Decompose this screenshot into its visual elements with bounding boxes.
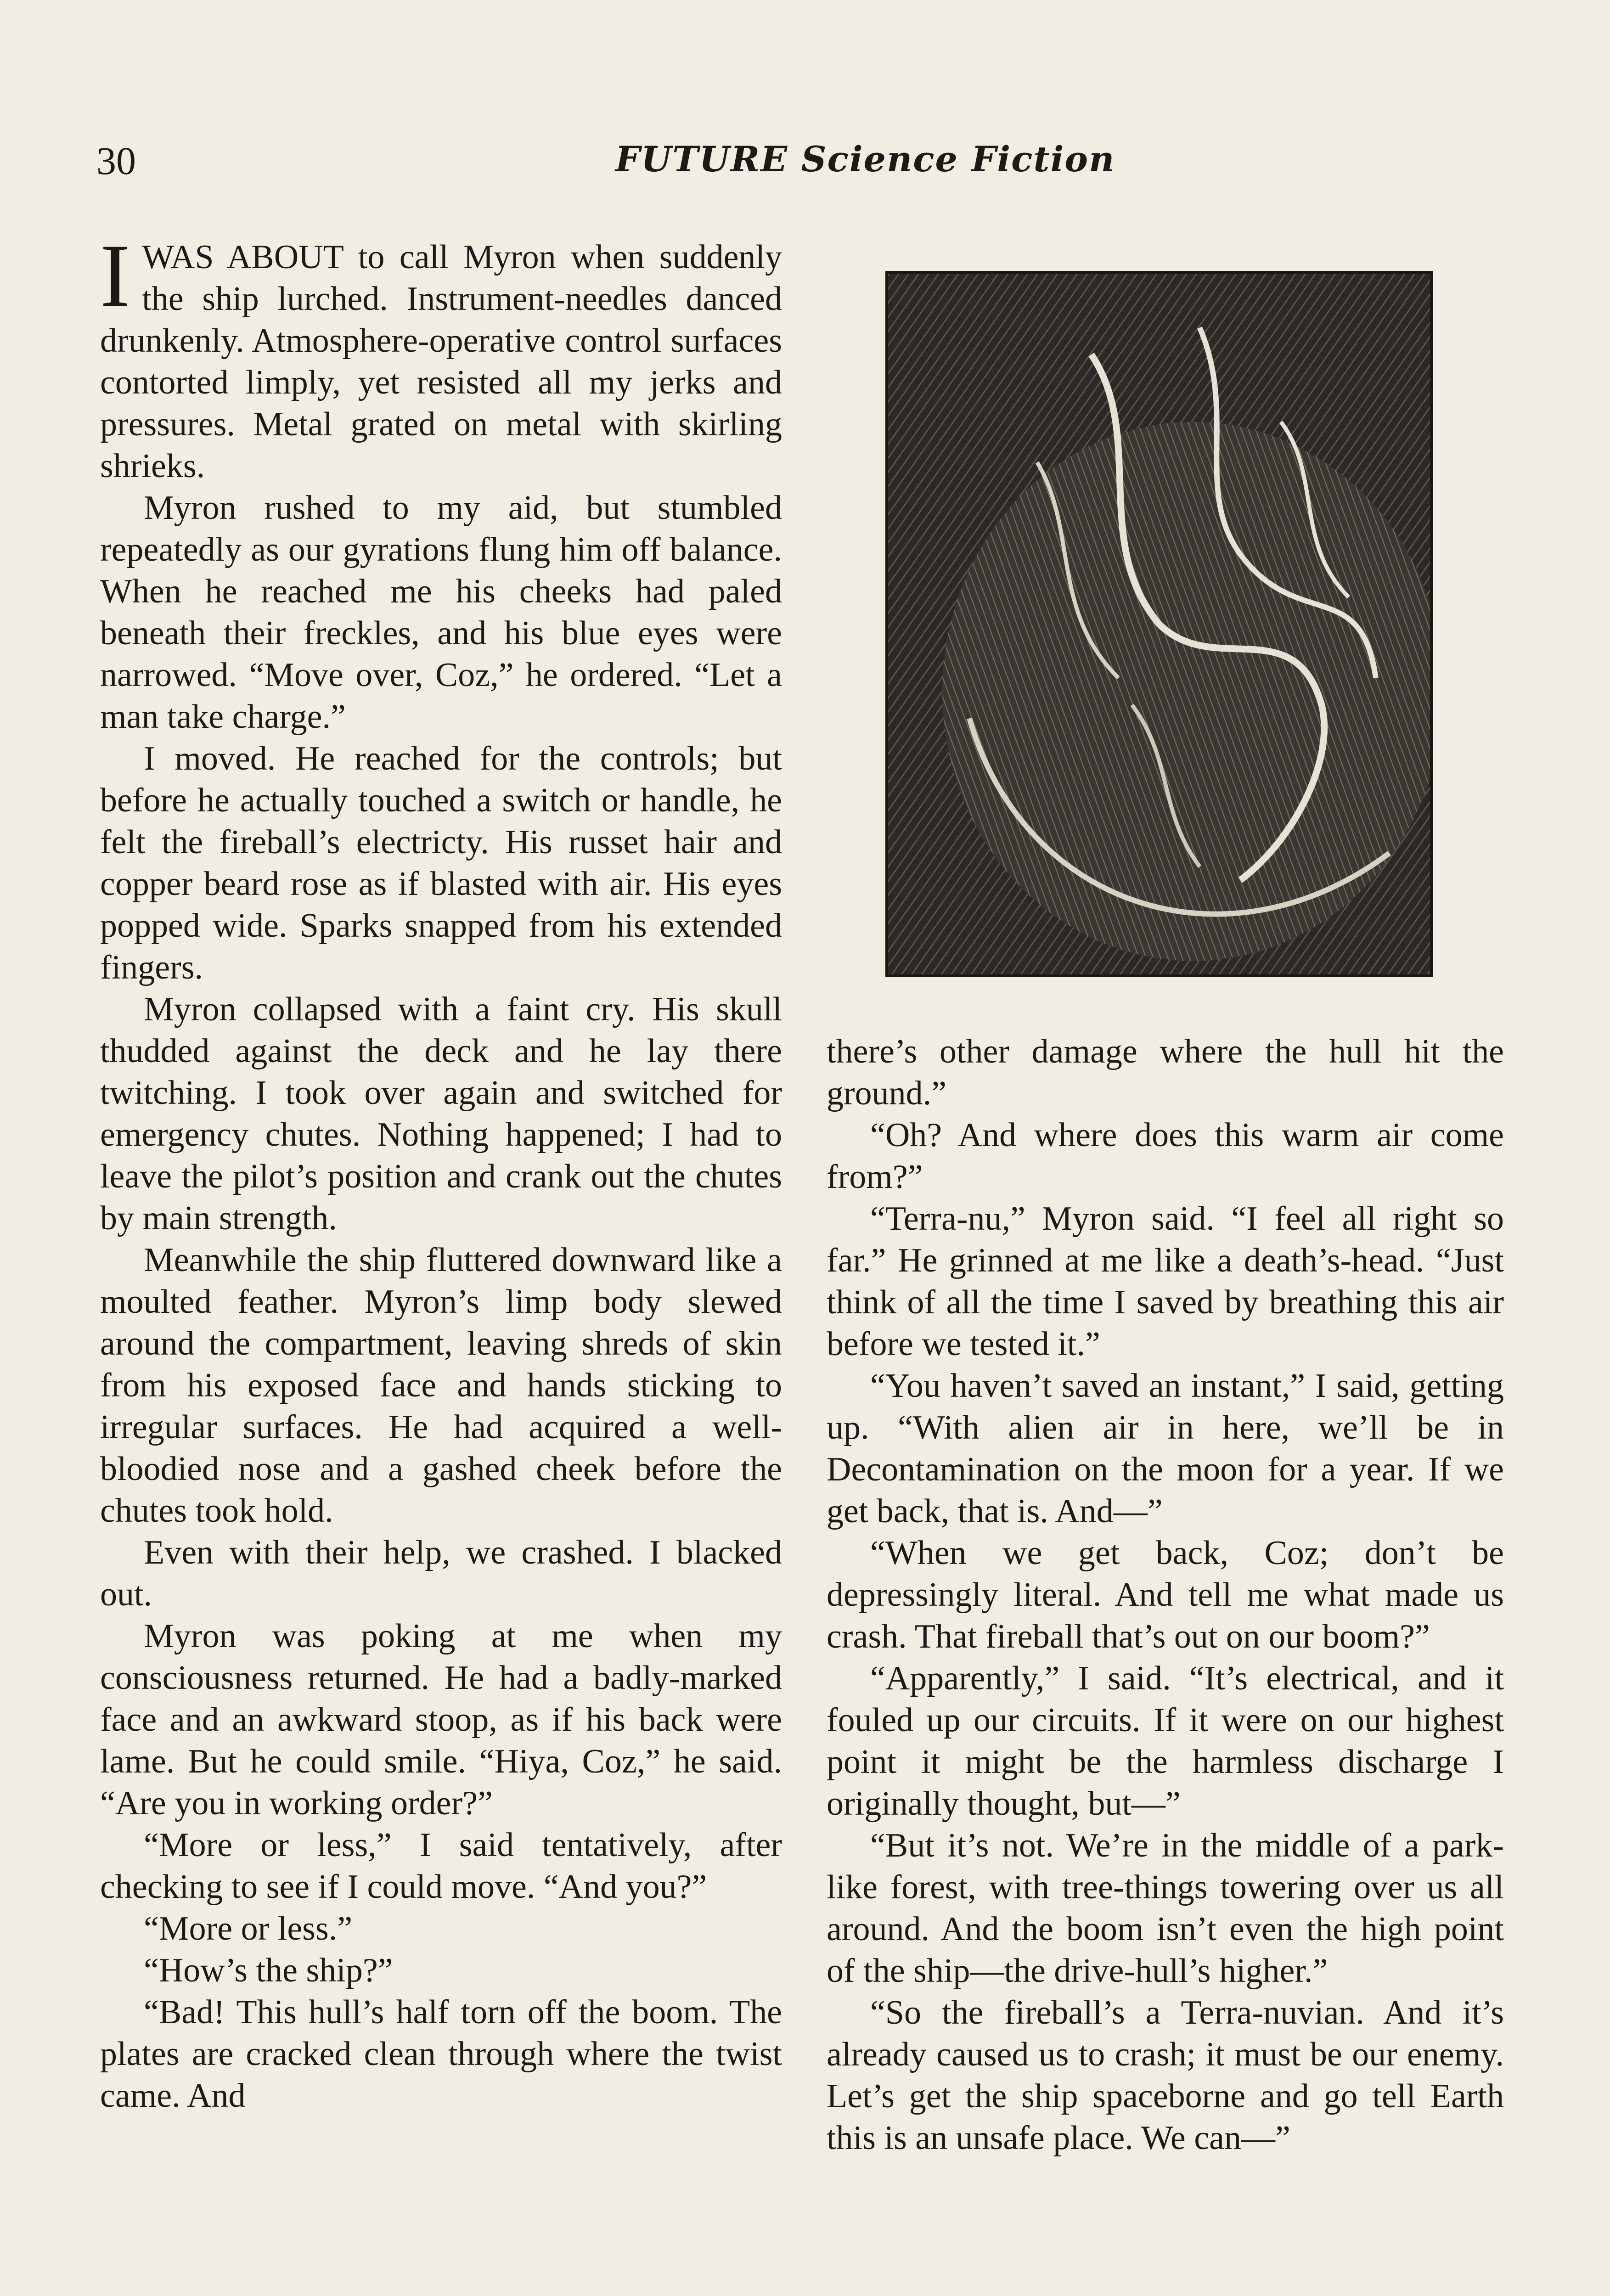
paragraph: “More or less.” [144,1910,353,1947]
fireball-illustration [885,271,1433,977]
paragraph: “Oh? And where does this warm air come from?” [827,1116,1504,1196]
paragraph: there’s other damage where the hull hit the ground.” [827,1033,1504,1112]
paragraph: “When we get back, Coz; don’t be depressingly literal. And tell me what made us crash. That fireball that’s out on our boom?” [827,1534,1504,1655]
magazine-title: FUTURE Science Fiction [615,139,1115,180]
fireball-engraving [888,274,1430,974]
page-number: 30 [96,139,136,183]
page-header [96,138,1543,202]
paragraph: “Terra-nu,” Myron said. “I feel all right so far.” He grinned at me like a death’s-head. “Just think of all the time I saved by breathing this air before we tested it.” [827,1200,1504,1363]
paragraph: Myron was poking at me when my consciousness returned. He had a badly-marked face and an awkward stoop, as if his back were lame. But he could smile. “Hiya, Coz,” he said. “Are you in working order?” [100,1617,782,1822]
left-column [100,226,782,2117]
paragraph: “More or less,” I said tentatively, after checking to see if I could move. “And you?” [100,1826,782,1906]
paragraph: “So the fireball’s a Terra-nuvian. And it’s already caused us to crash; it must be our enemy. Let’s get the ship spaceborne and go tell Earth this is an unsafe place. We can—” [827,1994,1504,2157]
paragraph: Myron rushed to my aid, but stumbled repeatedly as our gyrations flung him off balance. When he reached me his cheeks had paled beneath their freckles, and his blue eyes were narrowed. “Move over, Coz,” he ordered. “Let a man take charge.” [100,489,782,736]
paragraph: “But it’s not. We’re in the middle of a park-like forest, with tree-things towering over us all around. And the boom isn’t even the high point of the ship—the drive-hull’s higher.” [827,1827,1504,1990]
paragraph: “Apparently,” I said. “It’s electrical, and it fouled up our circuits. If it were on our highest point it might be the harmless discharge I originally thought, but—” [827,1660,1504,1823]
paragraph-text: WAS ABOUT to call Myron when suddenly the ship lurched. Instrument-needles danced drunkenly. Atmosphere-operative control surfaces contorted limply, yet resisted all my jerks and pressures. Metal grated on metal with skirling shrieks. [100,238,782,485]
paragraph [100,226,782,487]
paragraph: I moved. He reached for the controls; but before he actually touched a switch or handle, he felt the fireball’s electricty. His russet hair and copper beard rose as if blasted with air. His eyes popped wide. Sparks snapped from his extended fingers. [100,740,782,986]
right-column [827,1031,1504,2159]
paragraph: Meanwhile the ship fluttered downward like a moulted feather. Myron’s limp body slewed around the compartment, leaving shreds of skin from his exposed face and hands sticking to irregular surfaces. He had acquired a well-bloodied nose and a gashed cheek before the chutes took hold. [100,1241,782,1530]
paragraph: “You haven’t saved an instant,” I said, getting up. “With alien air in here, we’ll be in Decontamination on the moon for a year. If we get back, that is. And—” [827,1367,1504,1530]
paragraph: “How’s the ship?” [144,1952,393,1989]
paragraph: “Bad! This hull’s half torn off the boom. The plates are cracked clean through where the twist came. And [100,1993,782,2115]
paragraph: Myron collapsed with a faint cry. His skull thudded against the deck and he lay there twitching. I took over again and switched for emergency chutes. Nothing happened; I had to leave the pilot’s position and crank out the chutes by main strength. [100,990,782,1237]
paragraph: Even with their help, we crashed. I blacked out. [100,1534,782,1613]
drop-cap: I [100,226,130,326]
